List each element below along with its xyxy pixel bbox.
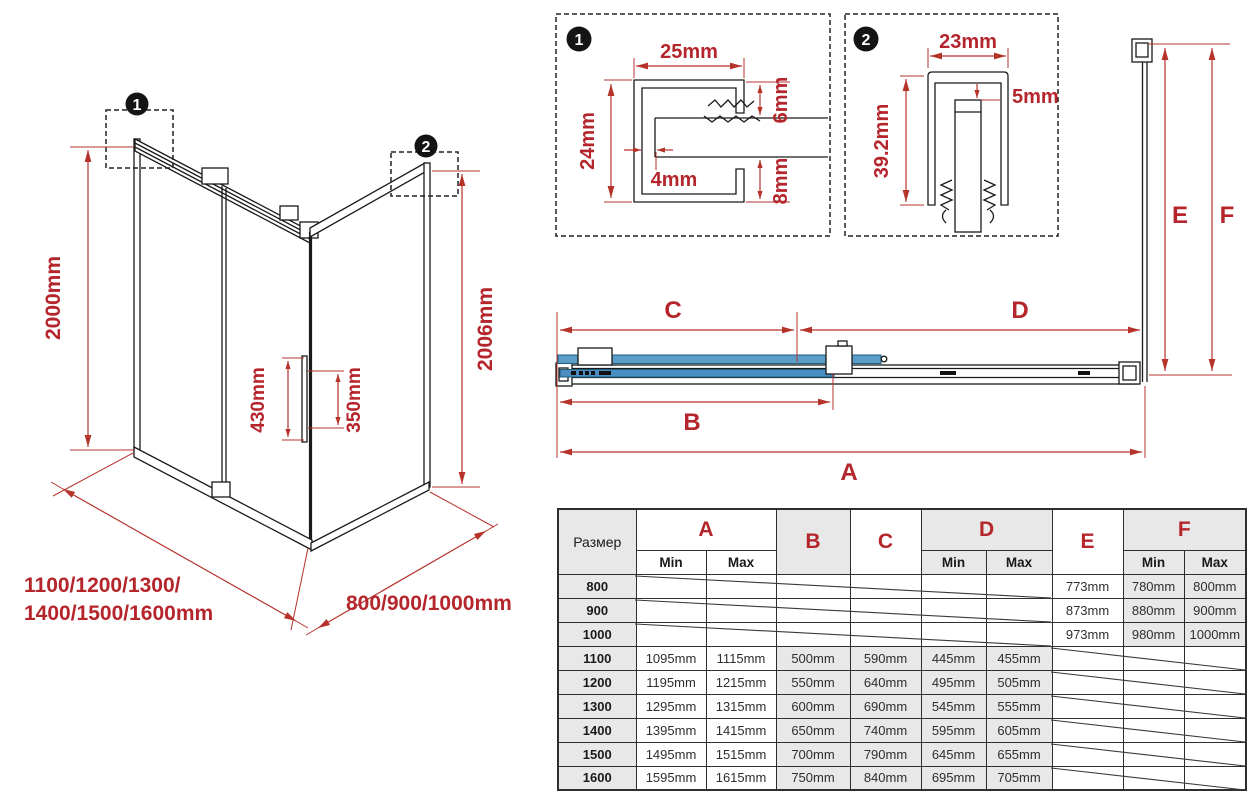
detail-2-number: 2 [861, 32, 871, 49]
roller-bracket [202, 168, 228, 184]
table-row-1100: 1100 1095mm 1115mm 500mm 590mm 445mm 455mm [558, 646, 1246, 670]
dimension-8mm [746, 158, 792, 205]
dim-5-label: 5mm [1012, 86, 1059, 108]
dimension-2000mm [42, 147, 134, 450]
dimension-a [560, 386, 1145, 486]
dim-430-label: 430mm [248, 367, 269, 433]
gasket-clip-right [984, 180, 995, 223]
door-handle [302, 356, 307, 442]
glass-section [955, 100, 981, 232]
dimension-width-options [24, 453, 308, 630]
side-panel-far-edge [424, 163, 430, 487]
col-header-a: A [636, 509, 776, 550]
dimension-430mm [248, 358, 304, 440]
dim-25-label: 25mm [660, 41, 718, 63]
table-row-1600: 1600 1595mm 1615mm 750mm 840mm 695mm 705mm [558, 766, 1246, 790]
depth-options-label: 800/900/1000mm [346, 592, 512, 615]
wall-profile-left [134, 139, 140, 451]
dim-350-label: 350mm [344, 367, 365, 433]
dimension-350mm [308, 367, 365, 433]
col-header-c: C [850, 509, 921, 574]
f-max-header: Max [1184, 550, 1246, 574]
marker-1-number: 1 [132, 97, 142, 114]
corner-connector [1119, 362, 1140, 384]
dim-8-label: 8mm [770, 157, 792, 205]
table-row-1400: 1400 1395mm 1415mm 650mm 740mm 595mm 605mm [558, 718, 1246, 742]
width-options-line1: 1100/1200/1300/ [24, 574, 181, 597]
col-header-d: D [921, 509, 1052, 550]
table-row-800: 800 773mm 780mm 800mm [558, 574, 1246, 598]
side-panel-bottom-rail [311, 482, 429, 551]
d-max-header: Max [986, 550, 1052, 574]
dim-c-label: C [664, 297, 682, 324]
detail-1-number: 1 [574, 32, 584, 49]
dim-23-label: 23mm [939, 31, 997, 53]
dimension-25mm [634, 41, 744, 78]
roller-bracket [280, 206, 298, 220]
dim-b-label: B [683, 409, 701, 436]
col-header-f: F [1123, 509, 1246, 550]
d-min-header: Min [921, 550, 986, 574]
table-row-900: 900 873mm 880mm 900mm [558, 598, 1246, 622]
a-min-header: Min [636, 550, 706, 574]
dim-f-label: F [1219, 202, 1235, 229]
dim-a-label: A [840, 459, 858, 486]
size-column-header: Размер [558, 509, 636, 574]
dim-d-label: D [1011, 297, 1029, 324]
dimension-39-2mm [871, 76, 924, 205]
gasket-clip [704, 100, 760, 122]
table-row-1000: 1000 973mm 980mm 1000mm [558, 622, 1246, 646]
detail-1-callout [556, 14, 830, 236]
table-row-1300: 1300 1295mm 1315mm 600mm 690mm 545mm 555mm [558, 694, 1246, 718]
col-header-b: B [776, 509, 850, 574]
a-max-header: Max [706, 550, 776, 574]
dimension-5mm [977, 84, 1059, 108]
dimension-24mm [577, 80, 632, 202]
table-row-1200: 1200 1195mm 1215mm 550mm 640mm 495mm 505mm [558, 670, 1246, 694]
detail-2-callout [845, 14, 1059, 236]
dim-39-2-label: 39.2mm [871, 103, 893, 179]
dim-24-label: 24mm [577, 112, 599, 170]
bottom-guide-bracket [212, 482, 230, 497]
dim-e-label: E [1171, 202, 1189, 229]
isometric-view [24, 93, 512, 636]
width-options-line2: 1400/1500/1600mm [24, 602, 214, 625]
gasket-clip-left [941, 180, 952, 223]
spec-table [557, 508, 1247, 791]
bottom-rail [134, 447, 312, 550]
dimension-2006mm [432, 171, 497, 487]
col-header-e: E [1052, 509, 1123, 574]
center-stopper [826, 346, 852, 374]
dim-4-label: 4mm [650, 169, 698, 191]
dim-2006-label: 2006mm [474, 286, 497, 372]
dimension-d [800, 297, 1140, 330]
side-panel-top-rail [310, 163, 425, 237]
table-row-1500: 1500 1495mm 1515mm 700mm 790mm 645mm 655mm [558, 742, 1246, 766]
dimension-f [1212, 48, 1234, 371]
dim-6-label: 6mm [770, 76, 792, 124]
marker-2-number: 2 [421, 139, 431, 156]
dim-2000-label: 2000mm [42, 255, 65, 341]
f-min-header: Min [1123, 550, 1184, 574]
dimension-23mm [928, 31, 1008, 68]
door-end-seal [881, 356, 887, 362]
plan-view [556, 39, 1234, 486]
dimension-depth-options [306, 492, 512, 635]
roller-carriage [578, 348, 612, 365]
